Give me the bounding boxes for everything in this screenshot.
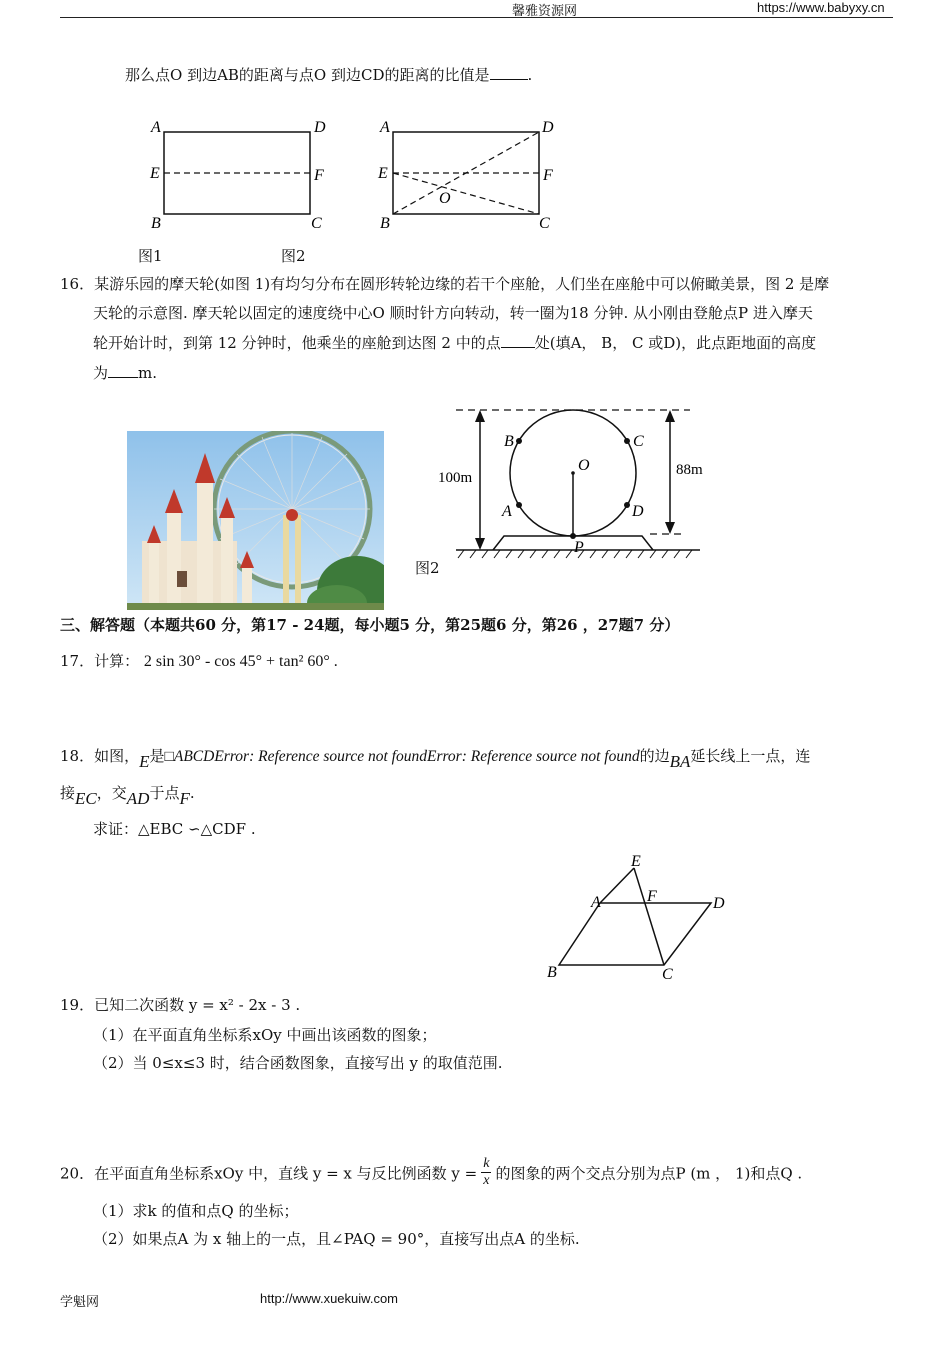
point-d: D — [632, 503, 644, 520]
segment-ec — [634, 868, 664, 965]
fig1-point-f: F — [314, 167, 324, 184]
q16-fig-caption: 图2 — [415, 559, 440, 577]
q18-figure — [540, 850, 740, 985]
q20-part1: （1）求k 的值和点Q 的坐标； — [93, 1202, 299, 1220]
seat-d — [624, 502, 630, 508]
fig2-caption: 图2 — [281, 247, 306, 265]
fig2-point-e: E — [378, 165, 388, 182]
header-rule — [60, 17, 893, 18]
q20-fraction: $\frac{k}{x}$ — [483, 1156, 490, 1188]
q19-part1: （1）在平面直角坐标系xOy 中画出该函数的图象； — [93, 1026, 437, 1044]
point-a: A — [502, 503, 512, 520]
segment-ea — [600, 868, 634, 903]
q18-line1: 18．如图，E是□ABCDError: Reference source not foundError: Reference source not found的边BA延长线上一点，连 — [60, 747, 811, 771]
fig1-point-a: A — [151, 119, 161, 136]
fig1-point-c: C — [311, 215, 322, 232]
point-c: C — [662, 966, 673, 983]
fig1-caption: 图1 — [138, 247, 163, 265]
point-e: E — [631, 853, 641, 870]
point-d: D — [713, 895, 725, 912]
fig2-point-o: O — [439, 190, 451, 207]
header-site-url[interactable]: https://www.babyxy.cn — [757, 0, 885, 15]
fig1-point-b: B — [151, 215, 161, 232]
q16-diagram — [420, 400, 710, 580]
fig2-dashed-ec — [393, 173, 539, 214]
fig2-point-c: C — [539, 215, 550, 232]
q15-line: 那么点O 到边AB的距离与点O 到边CD的距离的比值是 . — [125, 66, 533, 84]
q17-expr: 2 sin 30° - cos 45° + tan² 60° . — [143, 653, 338, 670]
q19-part2: （2）当 0≤x≤3 时，结合函数图象，直接写出 y 的取值范围. — [93, 1054, 503, 1072]
point-p: P — [574, 539, 584, 556]
header-site-name: 馨雅资源网 — [512, 3, 578, 18]
footer-site-name: 学魁网 — [60, 1294, 100, 1309]
seat-a — [516, 502, 522, 508]
q16-blank-point[interactable] — [501, 333, 535, 348]
section3-title: 三、解答题（本题共60 分，第17 - 24题，每小题5 分，第25题6 分，第26 ，27题7 分） — [60, 616, 680, 634]
fig1-point-e: E — [150, 165, 160, 182]
q20-part2: （2）如果点A 为 x 轴上的一点，且∠PAQ = 90°，直接写出点A 的坐标. — [93, 1230, 580, 1248]
point-b: B — [547, 964, 557, 981]
seat-b — [516, 438, 522, 444]
ferris-wheel-photo — [127, 431, 384, 610]
point-o: O — [578, 457, 590, 474]
footer-site-url[interactable]: http://www.xuekuiw.com — [260, 1291, 398, 1306]
q15-figure — [140, 112, 580, 272]
q15-blank[interactable] — [490, 65, 528, 80]
q16-line2: 天轮的示意图. 摩天轮以固定的速度绕中心O 顺时针方向转动，转一圈为18 分钟. 从小刚由登舱点P 进入摩天 — [93, 304, 813, 322]
label-100m: 100m — [438, 470, 473, 486]
q18-line2: 接EC，交AD于点F. — [60, 784, 195, 808]
fig2-point-b: B — [380, 215, 390, 232]
point-b: B — [504, 433, 514, 450]
q20-line1: 20．在平面直角坐标系xOy 中，直线 y = x 与反比例函数 y = $\frac{k}{x}$ 的图象的两个交点分别为点P (m ， 1)和点Q . — [60, 1156, 803, 1188]
seat-c — [624, 438, 630, 444]
q16-blank-height[interactable] — [108, 363, 138, 378]
fig1-point-d: D — [314, 119, 326, 136]
q18-proof: 求证：△EBC ∽△CDF . — [93, 820, 256, 838]
q16-line4: 为 m. — [93, 364, 158, 382]
point-f: F — [647, 888, 657, 905]
parallelogram-abcd — [559, 903, 711, 965]
point-a: A — [591, 894, 601, 911]
q16-line3: 轮开始计时，到第 12 分钟时，他乘坐的座舱到达图 2 中的点 处(填A， B， C 或D)，此点距地面的高度 — [93, 334, 817, 352]
point-c: C — [633, 433, 644, 450]
label-88m: 88m — [676, 462, 703, 478]
q16-line1: 16．某游乐园的摩天轮(如图 1)有均匀分布在圆形转轮边缘的若干个座舱，人们坐在座舱中可以俯瞰美景，图 2 是摩 — [60, 275, 830, 293]
fig2-point-f: F — [543, 167, 553, 184]
q17-line: 17．计算： 2 sin 30° - cos 45° + tan² 60° . — [60, 652, 338, 670]
q19-line1: 19．已知二次函数 y = x² - 2x - 3 . — [60, 996, 301, 1014]
fig2-point-a: A — [380, 119, 390, 136]
fig2-point-d: D — [542, 119, 554, 136]
